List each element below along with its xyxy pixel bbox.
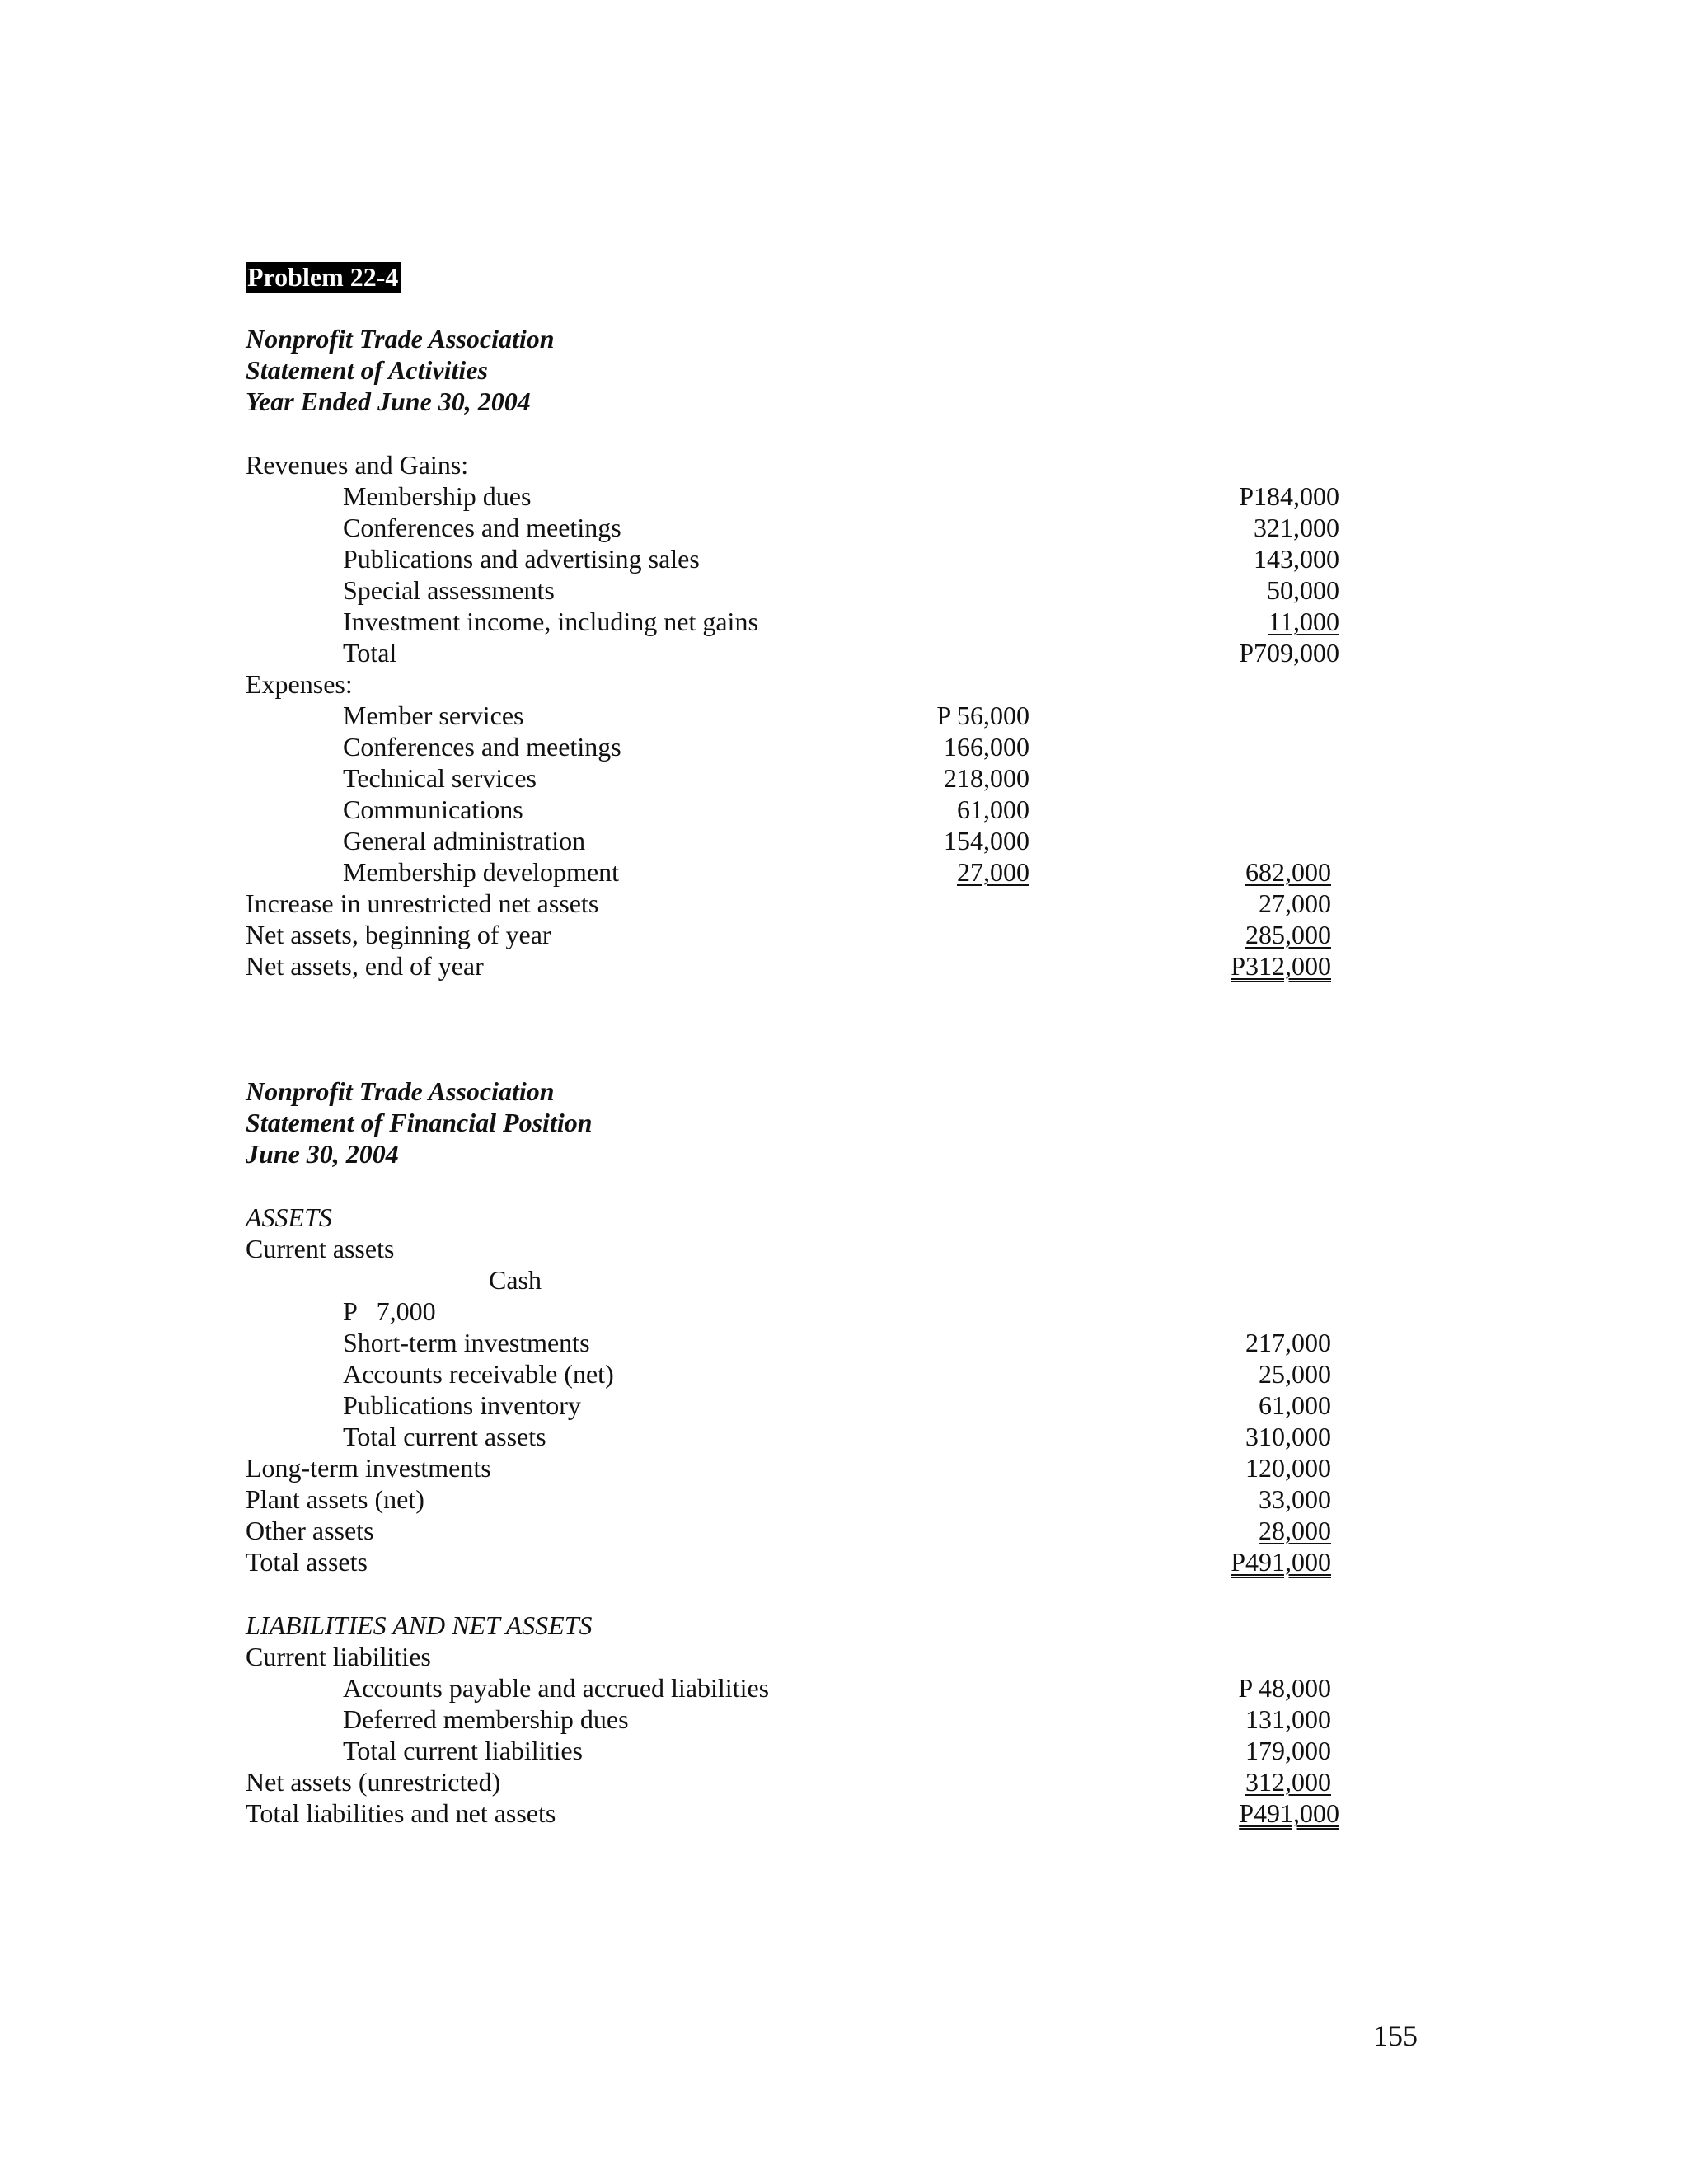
current-assets-heading: Current assets [246,1234,395,1263]
position-title: Statement of Financial Position [246,1108,593,1137]
increase-label: Increase in unrestricted net assets [246,888,599,918]
current-liabilities-heading: Current liabilities [246,1642,431,1671]
revenue-amount: 11,000 [1268,607,1339,636]
activities-period: Year Ended June 30, 2004 [246,387,531,416]
expense-amount: 154,000 [944,826,1029,855]
current-asset-label: Short-term investments [343,1328,590,1357]
expense-label: Conferences and meetings [343,732,621,762]
beginning-amount: 285,000 [1245,920,1331,949]
other-asset-amount: 120,000 [1245,1453,1331,1483]
assets-heading: ASSETS [246,1202,332,1232]
expense-label: Member services [343,701,524,730]
problem-label: Problem 22-4 [246,262,401,293]
position-org: Nonprofit Trade Association [246,1076,555,1106]
current-asset-amount: 25,000 [1259,1359,1331,1389]
revenues-total-label: Total [343,638,397,668]
expense-label: General administration [343,826,586,855]
revenue-label: Special assessments [343,575,555,605]
activities-org: Nonprofit Trade Association [246,324,555,354]
expenses-total: 682,000 [1245,857,1331,887]
revenue-label: Publications and advertising sales [343,544,700,574]
end-amount: P312,000 [1231,951,1331,981]
expense-amount: P 56,000 [936,701,1029,730]
total-liabilities-amount: P491,000 [1239,1798,1339,1828]
current-asset-amount: 61,000 [1259,1390,1331,1420]
liability-amount: P 48,000 [1238,1673,1331,1703]
increase-amount: 27,000 [1259,888,1331,918]
revenues-heading: Revenues and Gains: [246,450,469,480]
liability-amount: 131,000 [1245,1704,1331,1734]
end-label: Net assets, end of year [246,951,484,981]
liability-amount: 179,000 [1245,1736,1331,1765]
revenue-label: Conferences and meetings [343,513,621,542]
other-asset-amount: 33,000 [1259,1484,1331,1514]
revenue-amount: P184,000 [1239,481,1339,511]
net-assets-label: Net assets (unrestricted) [246,1767,501,1797]
liability-label: Accounts payable and accrued liabilities [343,1673,770,1703]
revenue-amount: 321,000 [1254,513,1339,542]
current-asset-amount: 310,000 [1245,1422,1331,1451]
current-asset-label: Accounts receivable (net) [343,1359,614,1389]
total-assets-label: Total assets [246,1547,368,1577]
activities-title: Statement of Activities [246,355,488,385]
current-asset-amount: 217,000 [1245,1328,1331,1357]
total-assets-amount: P491,000 [1231,1547,1331,1577]
cash-amount: P 7,000 [343,1296,436,1326]
other-asset-label: Long-term investments [246,1453,491,1483]
beginning-label: Net assets, beginning of year [246,920,551,949]
page-number: 155 [1373,2019,1418,2052]
total-liabilities-label: Total liabilities and net assets [246,1798,556,1828]
current-asset-label: Publications inventory [343,1390,581,1420]
net-assets-amount: 312,000 [1245,1767,1331,1797]
expense-label: Technical services [343,763,537,793]
expense-amount: 166,000 [944,732,1029,762]
revenues-total: P709,000 [1239,638,1339,668]
other-asset-amount: 28,000 [1259,1516,1331,1545]
expense-amount: 61,000 [957,794,1029,824]
expense-label: Communications [343,794,523,824]
cash-label: Cash [489,1265,542,1295]
other-asset-label: Other assets [246,1516,374,1545]
current-asset-label: Total current assets [343,1422,546,1451]
liability-label: Total current liabilities [343,1736,583,1765]
revenue-label: Investment income, including net gains [343,607,758,636]
liability-label: Deferred membership dues [343,1704,629,1734]
other-asset-label: Plant assets (net) [246,1484,424,1514]
expenses-heading: Expenses: [246,669,353,699]
expense-amount: 218,000 [944,763,1029,793]
liabilities-heading: LIABILITIES AND NET ASSETS [246,1610,593,1640]
expense-label: Membership development [343,857,620,887]
expense-amount: 27,000 [957,857,1029,887]
revenue-label: Membership dues [343,481,532,511]
position-date: June 30, 2004 [246,1139,399,1169]
revenue-amount: 50,000 [1267,575,1339,605]
revenue-amount: 143,000 [1254,544,1339,574]
